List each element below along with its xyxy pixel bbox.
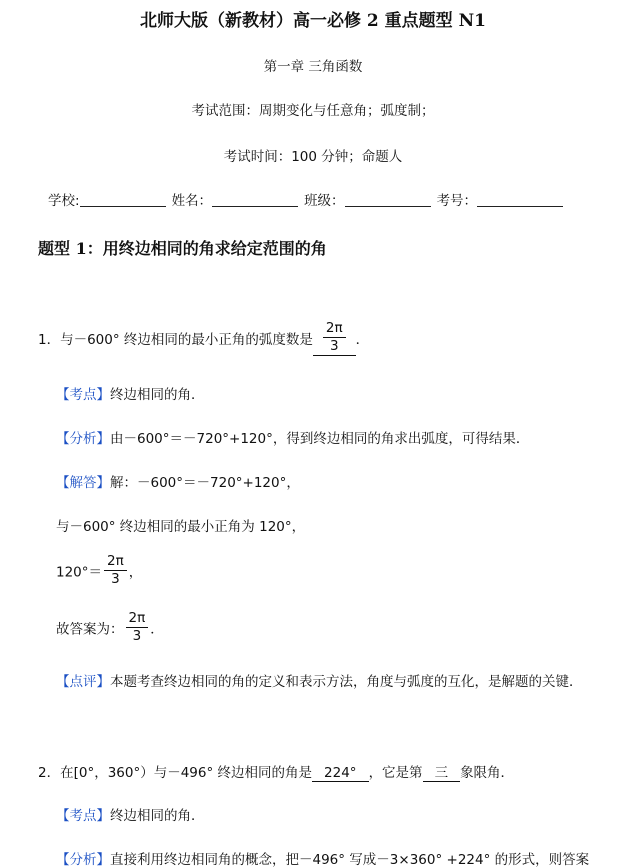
question-2-answer-1: 224° <box>312 765 369 782</box>
chapter-heading: 第一章 三角函数 <box>263 59 363 75</box>
question-2-suffix: 象限角． <box>460 765 515 781</box>
exam-scope: 考试范围：周期变化与任意角；弧度制； <box>191 103 435 119</box>
exam-time: 考试时间：100 分钟；命题人 <box>223 149 403 165</box>
line4-fraction <box>126 610 149 645</box>
line3-suffix: ， <box>128 564 143 581</box>
id-blank[interactable] <box>477 192 563 207</box>
fenxi-text: 由－600°＝－720°+120°，得到终边相同的角求出弧度，可得结果． <box>110 431 530 447</box>
answer-fraction <box>323 320 346 355</box>
q2-fenxi <box>56 848 589 868</box>
dianping-tag: 【点评】 <box>56 674 110 690</box>
question-2 <box>38 761 514 782</box>
fraction-denominator: 3 <box>329 338 339 354</box>
fraction-numerator: 2π <box>323 320 346 338</box>
line3-fraction <box>104 553 127 588</box>
question-1-text: 1．与－600° 终边相同的最小正角的弧度数是 <box>38 332 313 348</box>
id-label: 考号： <box>436 193 478 209</box>
q1-solution-line-3 <box>56 553 142 588</box>
question-2-text: 2．在[0°，360°）与－496° 终边相同的角是 <box>38 765 313 781</box>
fraction-numerator: 2π <box>104 553 127 571</box>
fraction-denominator: 3 <box>111 571 120 587</box>
kaodian-tag: 【考点】 <box>56 387 110 403</box>
fraction-numerator: 2π <box>126 610 149 628</box>
q1-fenxi <box>56 427 529 447</box>
class-blank[interactable] <box>345 192 431 207</box>
question-1-suffix: ． <box>355 332 370 348</box>
line3-prefix: 120°＝ <box>56 564 103 581</box>
document-title: 北师大版（新教材）高一必修 2 重点题型 N1 <box>140 11 486 31</box>
student-info-row <box>48 189 569 209</box>
fenxi-text: 直接利用终边相同角的概念，把－496° 写成－3×360° +224° 的形式，则答案 <box>110 852 590 868</box>
jieda-tag: 【解答】 <box>56 475 110 491</box>
name-label: 姓名： <box>171 193 213 209</box>
line4-prefix: 故答案为： <box>56 621 124 638</box>
q1-kaodian <box>56 383 205 403</box>
q2-kaodian <box>56 804 205 824</box>
q1-solution-line-4 <box>56 610 164 645</box>
fenxi-tag: 【分析】 <box>56 852 110 868</box>
school-blank[interactable] <box>80 192 166 207</box>
q1-solution-line-2: 与－600° 终边相同的最小正角为 120°， <box>56 519 306 535</box>
question-2-answer-2: 三 <box>423 761 461 782</box>
q1-dianping <box>56 670 583 690</box>
kaodian-tag: 【考点】 <box>56 808 110 824</box>
section-title: 题型 1：用终边相同的角求给定范围的角 <box>38 239 327 258</box>
line4-suffix: ． <box>150 621 164 638</box>
class-label: 班级： <box>304 193 345 209</box>
fenxi-tag: 【分析】 <box>56 431 110 447</box>
question-1 <box>38 320 369 356</box>
name-blank[interactable] <box>212 192 298 207</box>
jieda-text: 解：－600°＝－720°+120°， <box>110 475 300 491</box>
dianping-text: 本题考查终边相同的角的定义和表示方法，角度与弧度的互化，是解题的关键． <box>110 674 583 690</box>
school-label: 学校: <box>48 193 80 209</box>
question-2-middle: ，它是第 <box>368 765 423 781</box>
kaodian-text: 终边相同的角． <box>110 808 205 824</box>
question-1-answer <box>313 320 356 356</box>
q1-jieda <box>56 471 300 491</box>
fraction-denominator: 3 <box>132 628 142 644</box>
kaodian-text: 终边相同的角． <box>110 387 205 403</box>
